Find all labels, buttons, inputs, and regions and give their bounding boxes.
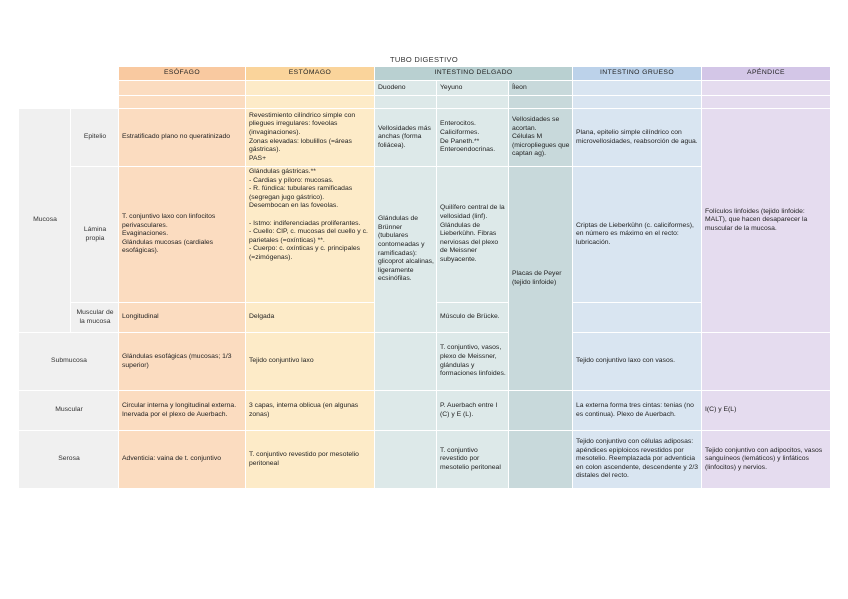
blank-cell [702,96,831,109]
cell-lamina-grueso: Criptas de Lieberkühn (c. caliciformes), en número es máximo en el recto: lubricación. [573,167,702,303]
cell-sub-grueso: Tejido conjuntivo laxo con vasos. [573,333,702,391]
cell-musc-estomago: 3 capas, interna oblicua (en algunas zonas) [246,391,375,431]
cell-epitelio-esofago: Estratificado plano no queratinizado [119,109,246,167]
row-label-muscular-mucosa: Muscular de la mucosa [71,303,119,333]
cell-ileon-peyer: Placas de Peyer (tejido linfoide) [509,167,573,391]
subheader-yeyuno: Yeyuno [437,81,509,96]
blank-cell [437,96,509,109]
cell-muscmuc-estomago: Delgada [246,303,375,333]
subheader-duodeno: Duodeno [375,81,437,96]
header-intestino-grueso: INTESTINO GRUESO [573,67,702,81]
cell-muscmuc-yeyuno: Músculo de Brücke. [437,303,509,333]
cell-serosa-esofago: Adventicia: vaina de t. conjuntivo [119,431,246,489]
blank-cell [375,96,437,109]
cell-musc-esofago: Circular interna y longitudinal externa. Inervada por el plexo de Auerbach. [119,391,246,431]
cell-serosa-apendice: Tejido conjuntivo con adipocitos, vasos sanguíneos (lemáticos) y linfáticos (linfocitos) y nervios. [702,431,831,489]
blank-cell [71,96,119,109]
digestive-tract-table [18,66,831,489]
blank-cell [702,81,831,96]
header-estomago: ESTÓMAGO [246,67,375,81]
cell-duodeno-glandulas: Glándulas de Brünner (tubulares contorneadas y ramificadas): glicoprot alcalinas, ligeramente ecsinófilas. [375,167,437,333]
blank-cell [19,81,71,96]
cell-epitelio-ileon: Vellosidades se acortan. Células M (micropliegues que captan ag). [509,109,573,167]
cell-musc-yeyuno: P. Auerbach entre I (C) y E (L). [437,391,509,431]
subheader-ileon: Íleon [509,81,573,96]
header-apendice: APÉNDICE [702,67,831,81]
blank-cell [702,333,831,391]
blank-cell [375,431,437,489]
cell-lamina-yeyuno: Quilífero central de la vellosidad (linf). Glándulas de Lieberkühn. Fibras nerviosas del plexo de Meissner subyacente. [437,167,509,303]
cell-lamina-esofago: T. conjuntivo laxo con linfocitos perivasculares. Evaginaciones. Glándulas mucosas (cardiales esofágicas). [119,167,246,303]
blank-cell [119,81,246,96]
cell-serosa-yeyuno: T. conjuntivo revestido por mesotelio peritoneal [437,431,509,489]
cell-musc-apendice: I(C) y E(L) [702,391,831,431]
cell-serosa-estomago: T. conjuntivo revestido por mesotelio peritoneal [246,431,375,489]
cell-epitelio-grueso: Plana, epitelio simple cilíndrico con microvellosidades, reabsorción de agua. [573,109,702,167]
blank-cell [509,431,573,489]
blank-cell [119,96,246,109]
blank-cell [71,81,119,96]
cell-serosa-grueso: Tejido conjuntivo con células adiposas: apéndices epiploicos revestidos por mesotelio. Reemplazada por adventicia en colon ascendente, descendente y 2/3 distales del recto. [573,431,702,489]
row-label-serosa: Serosa [19,431,119,489]
cell-sub-yeyuno: T. conjuntivo, vasos, plexo de Meissner, glándulas y formaciones linfoides. [437,333,509,391]
corner-blank [71,67,119,81]
row-label-epitelio: Epitelio [71,109,119,167]
corner-blank [19,67,71,81]
blank-cell [375,333,437,391]
blank-cell [573,96,702,109]
header-intestino-delgado: INTESTINO DELGADO [375,67,573,81]
blank-cell [375,391,437,431]
row-label-submucosa: Submucosa [19,333,119,391]
row-label-muscular: Muscular [19,391,119,431]
row-label-lamina-propia: Lámina propia [71,167,119,303]
cell-sub-estomago: Tejido conjuntivo laxo [246,333,375,391]
cell-muscmuc-esofago: Longitudinal [119,303,246,333]
cell-apendice-mucosa: Folículos linfoides (tejido linfoide: MALT), que hacen desaparecer la muscular de la mucosa. [702,109,831,333]
cell-epitelio-duodeno: Vellosidades más anchas (forma foliácea). [375,109,437,167]
blank-cell [573,81,702,96]
cell-epitelio-estomago: Revestimiento cilíndrico simple con pliegues irregulares: foveolas (invaginaciones). Zonas elevadas: lobulillos (=áreas gástricas). PAS+ [246,109,375,167]
blank-cell [509,391,573,431]
cell-epitelio-yeyuno: Enterocitos. Caliciformes. De Paneth.** Enteroendocrinas. [437,109,509,167]
header-esofago: ESÓFAGO [119,67,246,81]
page-title: TUBO DIGESTIVO [390,55,458,64]
blank-cell [573,303,702,333]
cell-sub-esofago: Glándulas esofágicas (mucosas; 1/3 superior) [119,333,246,391]
row-label-mucosa: Mucosa [19,109,71,333]
cell-musc-grueso: La externa forma tres cintas: tenias (no es continua). Plexo de Auerbach. [573,391,702,431]
blank-cell [509,96,573,109]
blank-cell [19,96,71,109]
blank-cell [246,81,375,96]
blank-cell [246,96,375,109]
cell-lamina-estomago: Glándulas gástricas.** - Cardias y píloro: mucosas. - R. fúndica: tubulares ramificadas (segregan jugo gástrico). Desembocan en las foveolas. - Istmo: indiferenciadas proliferantes. - Cuello: CIP, c. mucosas del cuello y c. parietales (=oxínticas) **. - Cuerpo: c. oxínticas y c. principales (=zimógenas). [246,167,375,303]
